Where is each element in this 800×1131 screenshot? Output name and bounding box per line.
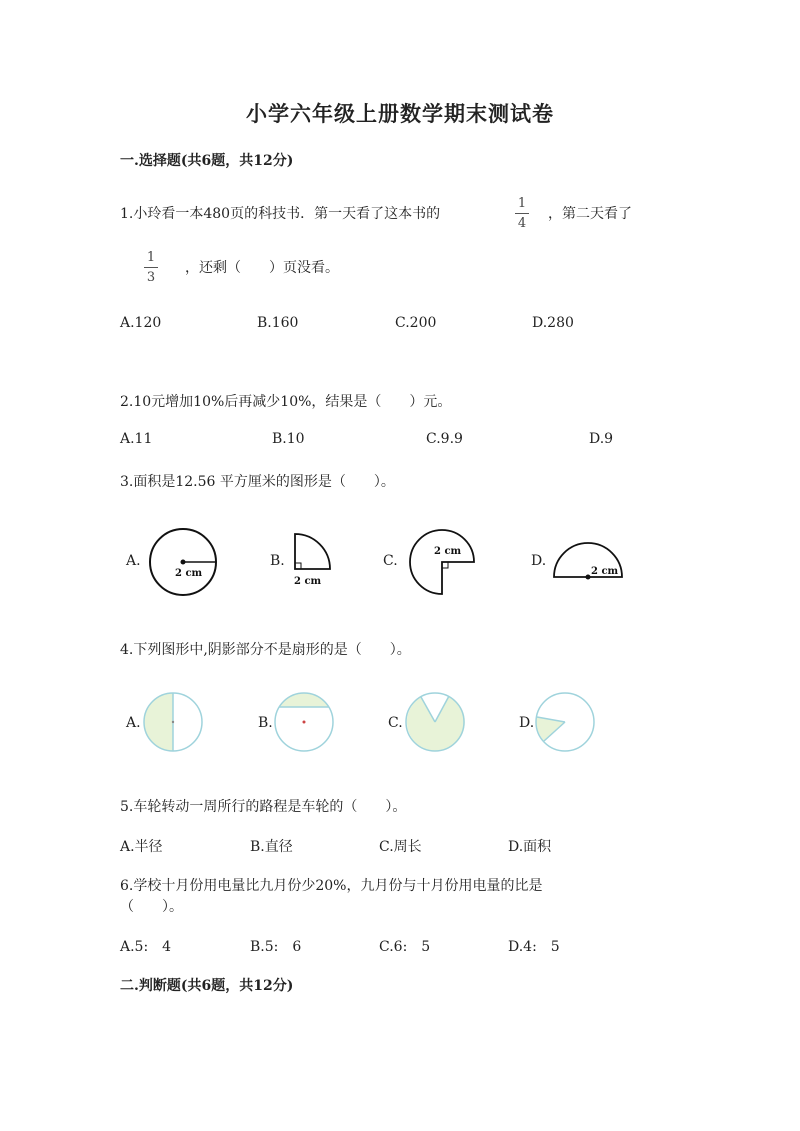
fraction-denominator: 4 — [517, 216, 527, 231]
question-6-text-line2: （ ）。 — [120, 899, 183, 915]
question-1-text-part2: ，第二天看了 — [548, 206, 632, 222]
option-a[interactable]: A.5: 4 — [120, 939, 172, 955]
option-c[interactable]: C.9.9 — [426, 431, 463, 447]
question-3-text: 3.面积是12.56 平方厘米的图形是（ ）。 — [120, 474, 395, 490]
option-b[interactable]: B. — [270, 553, 285, 569]
option-b[interactable]: B.直径 — [250, 839, 293, 855]
question-6-text-line1: 6.学校十月份用电量比九月份少20%，九月份与十月份用电量的比是 — [120, 878, 543, 894]
question-1-text-part1: 1.小玲看一本480页的科技书．第一天看了这本书的 — [120, 206, 441, 222]
option-d[interactable]: D. — [519, 715, 535, 731]
option-c[interactable]: C. — [383, 553, 398, 569]
option-a[interactable]: A.11 — [120, 431, 153, 447]
question-2-text: 2.10元增加10%后再减少10%，结果是（ ）元。 — [120, 394, 452, 410]
fraction-bar — [144, 267, 158, 268]
option-a[interactable]: A. — [126, 553, 141, 569]
option-c[interactable]: C.周长 — [379, 839, 422, 855]
option-b[interactable]: B. — [258, 715, 273, 731]
option-d[interactable]: D. — [531, 553, 547, 569]
section-heading-true-false: 二.判断题(共6题，共12分) — [120, 978, 294, 994]
option-c[interactable]: C.6: 5 — [379, 939, 431, 955]
option-a[interactable]: A.半径 — [120, 839, 163, 855]
radius-label: 2 cm — [175, 568, 203, 579]
fraction-numerator: 1 — [517, 196, 527, 211]
option-b[interactable]: B.10 — [272, 431, 305, 447]
radius-label: 2 cm — [294, 576, 322, 587]
full-circle-figure — [145, 524, 221, 600]
radius-label: 2 cm — [591, 566, 619, 577]
fraction-denominator: 3 — [146, 270, 156, 285]
option-b[interactable]: B.160 — [257, 315, 299, 331]
option-a[interactable]: A. — [126, 715, 141, 731]
circle-left-half-shaded — [142, 691, 204, 753]
page-title: 小学六年级上册数学期末测试卷 — [246, 101, 554, 126]
option-a[interactable]: A.120 — [120, 315, 162, 331]
question-5-text: 5.车轮转动一周所行的路程是车轮的（ ）。 — [120, 799, 407, 815]
fraction-bar — [515, 213, 529, 214]
circle-small-sector-shaded — [534, 691, 596, 753]
fraction-one-third — [143, 250, 159, 285]
option-c[interactable]: C.200 — [395, 315, 437, 331]
option-d[interactable]: D.280 — [532, 315, 574, 331]
semicircle-figure — [550, 538, 626, 582]
three-quarter-circle-figure — [404, 524, 480, 600]
circle-segment-shaded — [273, 691, 335, 753]
circle-large-sector-shaded — [404, 691, 466, 753]
option-d[interactable]: D.9 — [589, 431, 614, 447]
option-d[interactable]: D.4: 5 — [508, 939, 560, 955]
question-4-text: 4.下列图形中,阴影部分不是扇形的是（ ）。 — [120, 642, 411, 658]
question-1-text-part3: ，还剩（ ）页没看。 — [185, 260, 339, 276]
option-b[interactable]: B.5: 6 — [250, 939, 302, 955]
option-c[interactable]: C. — [388, 715, 403, 731]
option-d[interactable]: D.面积 — [508, 839, 552, 855]
radius-label: 2 cm — [434, 546, 462, 557]
fraction-numerator: 1 — [146, 250, 156, 265]
fraction-one-quarter — [514, 196, 530, 231]
quarter-circle-figure — [290, 528, 336, 588]
section-heading-choice: 一.选择题(共6题，共12分) — [120, 153, 294, 169]
